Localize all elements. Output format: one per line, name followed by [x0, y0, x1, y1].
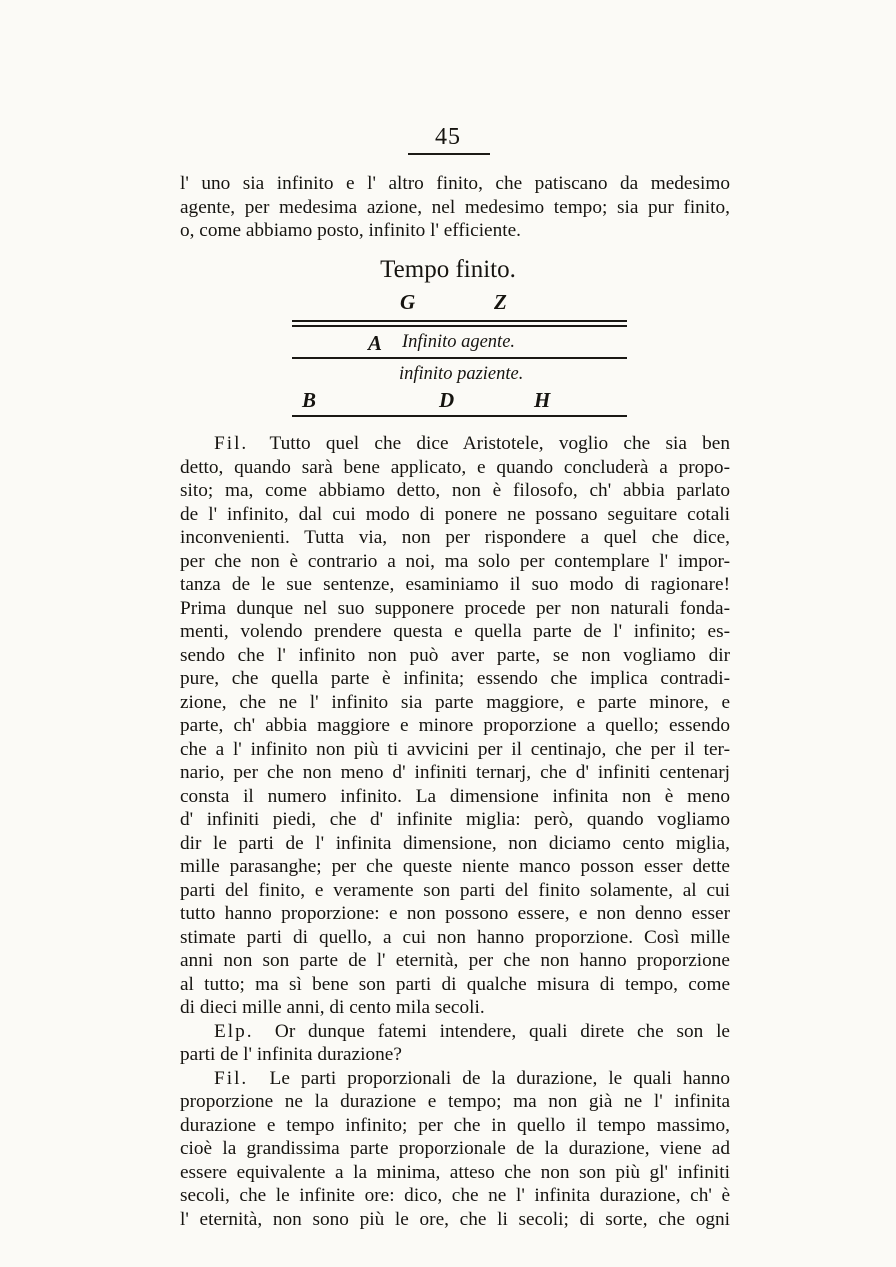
- speech-text: Tutto quel che dice Aristotele, voglio che sia ben: [269, 433, 730, 454]
- figure-top-double-rule-2: [292, 325, 627, 327]
- figure-label-paziente: infinito paziente.: [399, 364, 524, 384]
- text-line: agente, per medesima azione, nel medesimo tempo; sia pur finito,: [180, 196, 730, 218]
- figure-title: Tempo finito.: [380, 256, 516, 283]
- text-line: di dieci mille anni, di cento mila secoli.: [180, 997, 485, 1018]
- text-line: o, come abbiamo posto, infinito l' efficiente.: [180, 220, 521, 241]
- text-line: essere equivalente a la minima, atteso che non son più gl' infiniti: [180, 1161, 730, 1183]
- text-line: l' uno sia infinito e l' altro finito, che patiscano da medesimo: [180, 173, 730, 194]
- figure-letter-g: G: [400, 290, 416, 314]
- figure-top-double-rule-1: [292, 320, 627, 322]
- text-line: l' eternità, non sono più le ore, che li secoli; di sorte, che ogni: [180, 1208, 730, 1230]
- page-number-rule: [408, 153, 490, 155]
- text-line: menti, volendo prendere questa e quella parte de l' infinito; es-: [180, 621, 730, 642]
- figure-letter-h: H: [534, 388, 551, 412]
- dialogue-body: [180, 432, 730, 1231]
- text-line: durazione e tempo infinito; per che in quello il tempo massimo,: [180, 1114, 730, 1136]
- text-line: tutto hanno proporzione: e non possono essere, e non denno esser: [180, 903, 730, 924]
- text-line: anni non son parte de l' eternità, per che non hanno proporzione: [180, 950, 730, 971]
- text-line: pure, che quella parte è infinita; essendo che implica contradi-: [180, 668, 730, 689]
- speech-text: Le parti proporzionali de la durazione, le quali hanno: [269, 1067, 730, 1089]
- text-line: stimate parti di quello, a cui non hanno proporzione. Così mille: [180, 926, 730, 948]
- text-line: dir le parti de l' infinita dimensione, non diciamo cento miglia,: [180, 832, 730, 854]
- text-line: che a l' infinito non più ti avvicini per il centinajo, che per il ter-: [180, 738, 730, 760]
- text-line: sendo che l' infinito non può aver parte, se non vogliamo dir: [180, 644, 730, 666]
- text-line: inconvenienti. Tutta via, non per rispondere a quel che dice,: [180, 527, 730, 548]
- text-line: sito; ma, come abbiamo detto, non è filosofo, ch' abbia parlato: [180, 480, 730, 501]
- text-line: cioè la grandissima parte proporzionale de la durazione, viene ad: [180, 1138, 730, 1159]
- text-line: parti de l' infinita durazione?: [180, 1044, 402, 1065]
- figure-letter-z: Z: [494, 290, 507, 314]
- figure-letter-d: D: [439, 388, 455, 412]
- speaker-name: Elp.: [214, 1020, 275, 1042]
- figure-bottom-rule: [292, 415, 627, 417]
- text-line: d' infiniti piedi, che d' infinite miglia: però, quando vogliamo: [180, 809, 730, 830]
- text-line: per che non è contrario a noi, ma solo per contemplare l' impor-: [180, 550, 730, 572]
- text-line: mille parasanghe; per che queste niente manco posson esser dette: [180, 856, 730, 877]
- text-line: detto, quando sarà bene applicato, e quando concluderà a propo-: [180, 456, 730, 478]
- speech-text: Or dunque fatemi intendere, quali direte che son le: [274, 1020, 730, 1042]
- text-line: parte, ch' abbia maggiore e minore proporzione a quello; essendo: [180, 715, 730, 736]
- text-line: [180, 1020, 730, 1044]
- text-line: parti del finito, e veramente son parti del finito solamente, al cui: [180, 879, 730, 901]
- text-line: zione, che ne l' infinito sia parte maggiore, e parte minore, e: [180, 691, 730, 713]
- text-line: tanza de le sue sentenze, esaminiamo il suo modo di ragionare!: [180, 574, 730, 595]
- text-line: [180, 1067, 730, 1091]
- figure-letter-a: A: [368, 331, 383, 355]
- figure-letter-b: B: [302, 388, 317, 412]
- speaker-name: Fil.: [214, 1067, 270, 1089]
- speaker-name: Fil.: [214, 433, 270, 454]
- intro-paragraph: [180, 172, 730, 243]
- text-line: de l' infinito, dal cui modo di ponere ne possano seguitare cotali: [180, 503, 730, 525]
- text-line: nario, per che non meno d' infiniti ternarj, che d' infiniti centenarj: [180, 762, 730, 783]
- text-line: [180, 432, 730, 456]
- text-line: proporzione ne la durazione e tempo; ma non già ne l' infinita: [180, 1091, 730, 1112]
- text-line: secoli, che le infinite ore: dico, che ne l' infinita durazione, ch' è: [180, 1185, 730, 1206]
- figure-label-agente: Infinito agente.: [402, 332, 516, 352]
- text-line: consta il numero infinito. La dimensione infinita non è meno: [180, 785, 730, 807]
- page-number: 45: [435, 124, 461, 150]
- text-line: Prima dunque nel suo supponere procede per non naturali fonda-: [180, 597, 730, 619]
- text-line: al tutto; ma sì bene son parti di qualche misura di tempo, come: [180, 973, 730, 995]
- figure-middle-rule: [292, 357, 627, 359]
